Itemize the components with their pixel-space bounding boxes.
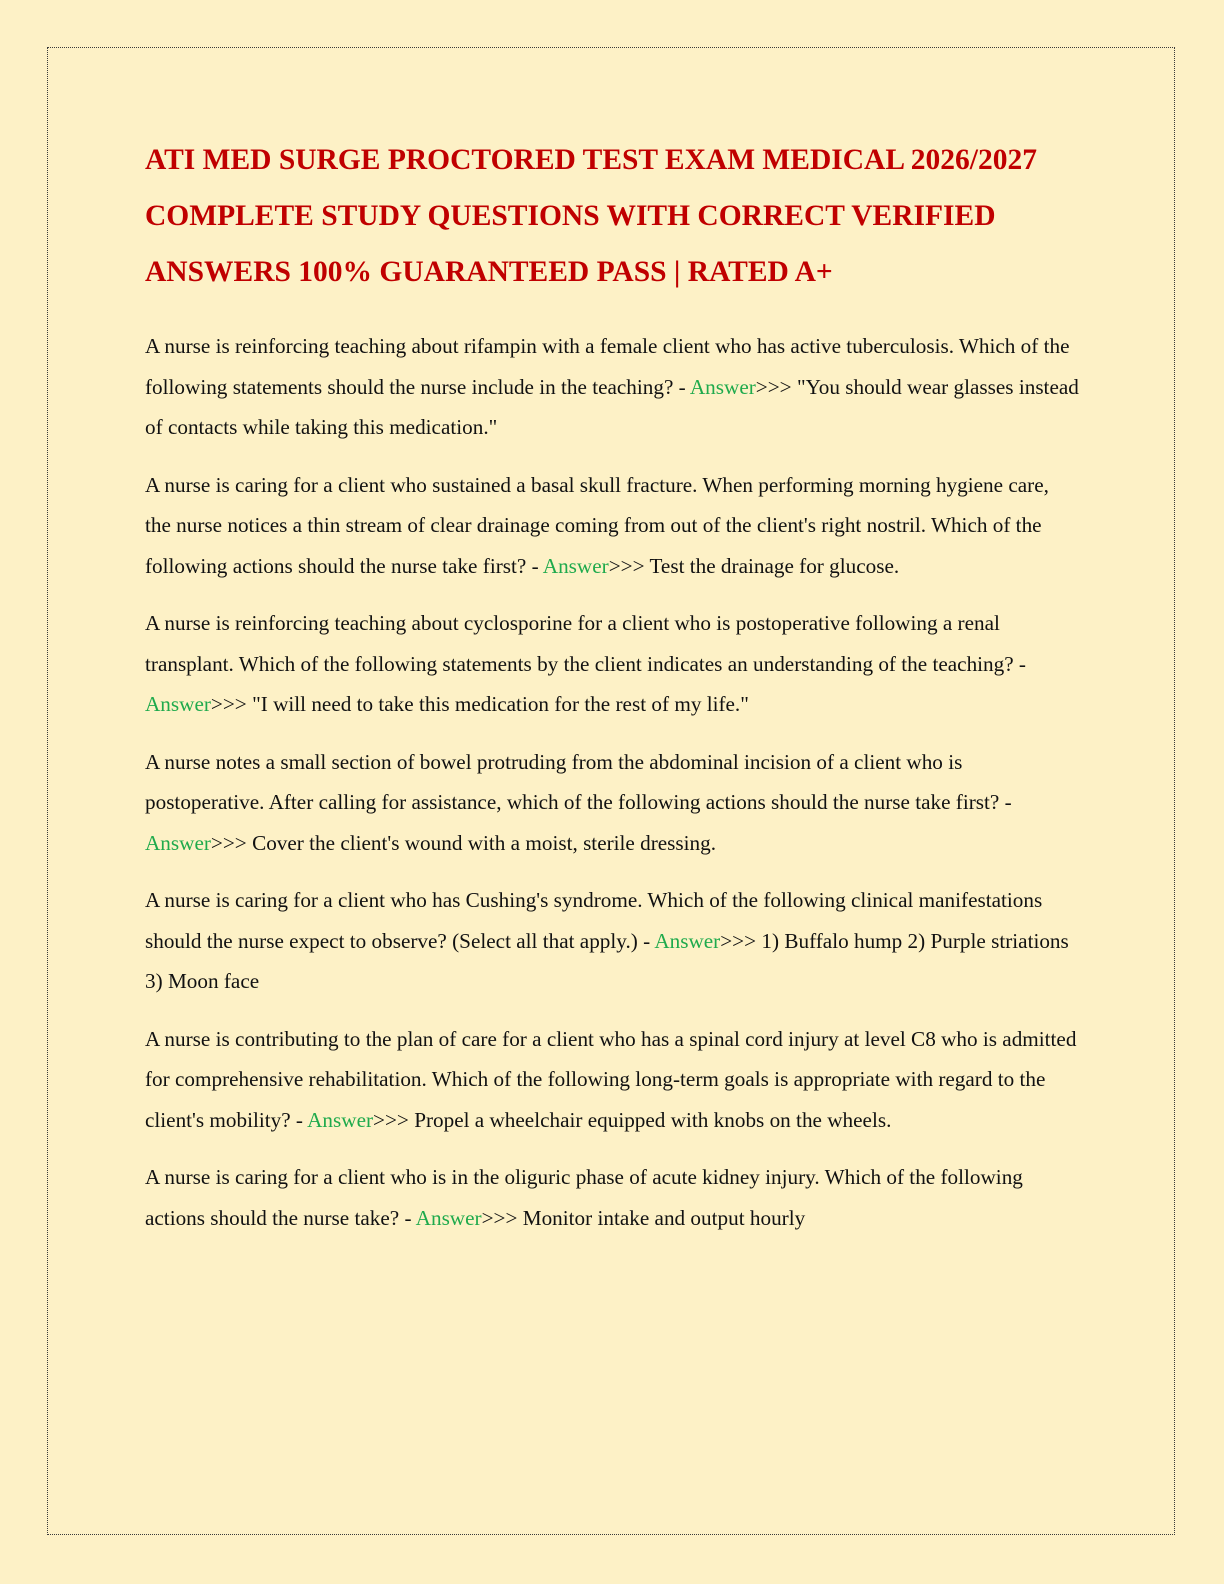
question-text: A nurse is caring for a client who is in the oliguric phase of acute kidney injury. Which of the following actions should the nurse take? - xyxy=(145,1165,1023,1230)
question-text: A nurse is reinforcing teaching about rifampin with a female client who has active tuberculosis. Which of the following statements should the nurse include in the teaching? - xyxy=(145,334,1070,399)
answer-marker: >>> xyxy=(373,1107,415,1132)
qa-item xyxy=(145,326,1080,448)
question-text: A nurse is caring for a client who sustained a basal skull fracture. When performing morning hygiene care, the nurse notices a thin stream of clear drainage coming from out of the client's right nostril. Which of the following actions should the nurse take first? - xyxy=(145,472,1049,578)
document-title: ATI MED SURGE PROCTORED TEST EXAM MEDICAL 2026/2027 COMPLETE STUDY QUESTIONS WITH CORRECT VERIFIED ANSWERS 100% GUARANTEED PASS | RATED A+ xyxy=(145,144,1037,288)
answer-label: Answer xyxy=(654,928,721,953)
question-text: A nurse is contributing to the plan of care for a client who has a spinal cord injury at level C8 who is admitted for comprehensive rehabilitation. Which of the following long-term goals is appropriate with regard to the client's mobility? - xyxy=(145,1026,1077,1132)
qa-item xyxy=(145,603,1080,725)
answer-marker: >>> xyxy=(210,830,253,855)
question-text: A nurse is caring for a client who has Cushing's syndrome. Which of the following clinical manifestations should the nurse expect to observe? (Select all that apply.) - xyxy=(145,888,1043,953)
answer-text: "I will need to take this medication for the rest of my life." xyxy=(252,692,749,716)
answer-marker: >>> xyxy=(210,692,253,716)
answer-label: Answer xyxy=(689,374,756,399)
question-text: A nurse is reinforcing teaching about cyclosporine for a client who is postoperative following a renal transplant. Which of the following statements by the client indicates an understanding of the teaching? - xyxy=(145,611,1026,676)
answer-marker: >>> xyxy=(755,374,797,399)
answer-text: Test the drainage for glucose. xyxy=(649,553,900,578)
qa-item xyxy=(145,742,1080,864)
qa-item xyxy=(145,880,1080,1002)
answer-label: Answer xyxy=(307,1107,374,1132)
answer-text: "You should wear glasses instead of contacts while taking this medication." xyxy=(145,374,1079,439)
answer-marker: >>> xyxy=(720,928,762,953)
answer-label: Answer xyxy=(542,553,609,578)
qa-item xyxy=(145,1157,1080,1238)
qa-item xyxy=(145,465,1080,587)
answer-text: Propel a wheelchair equipped with knobs on the wheels. xyxy=(414,1107,892,1132)
answer-marker: >>> xyxy=(481,1205,523,1230)
answer-label: Answer xyxy=(415,1205,482,1230)
qa-item xyxy=(145,1019,1080,1141)
question-text: A nurse notes a small section of bowel protruding from the abdominal incision of a client who is postoperative. After calling for assistance, which of the following actions should the nurse take first? - xyxy=(145,749,1012,814)
answer-label: Answer xyxy=(145,692,211,716)
answer-text: Monitor intake and output hourly xyxy=(522,1205,806,1230)
answer-text: Cover the client's wound with a moist, sterile dressing. xyxy=(252,830,717,855)
answer-marker: >>> xyxy=(608,553,650,578)
answer-text: 1) Buffalo hump 2) Purple striations 3) Moon face xyxy=(145,928,1069,993)
answer-label: Answer xyxy=(145,830,211,855)
document-content xyxy=(145,132,1080,1255)
